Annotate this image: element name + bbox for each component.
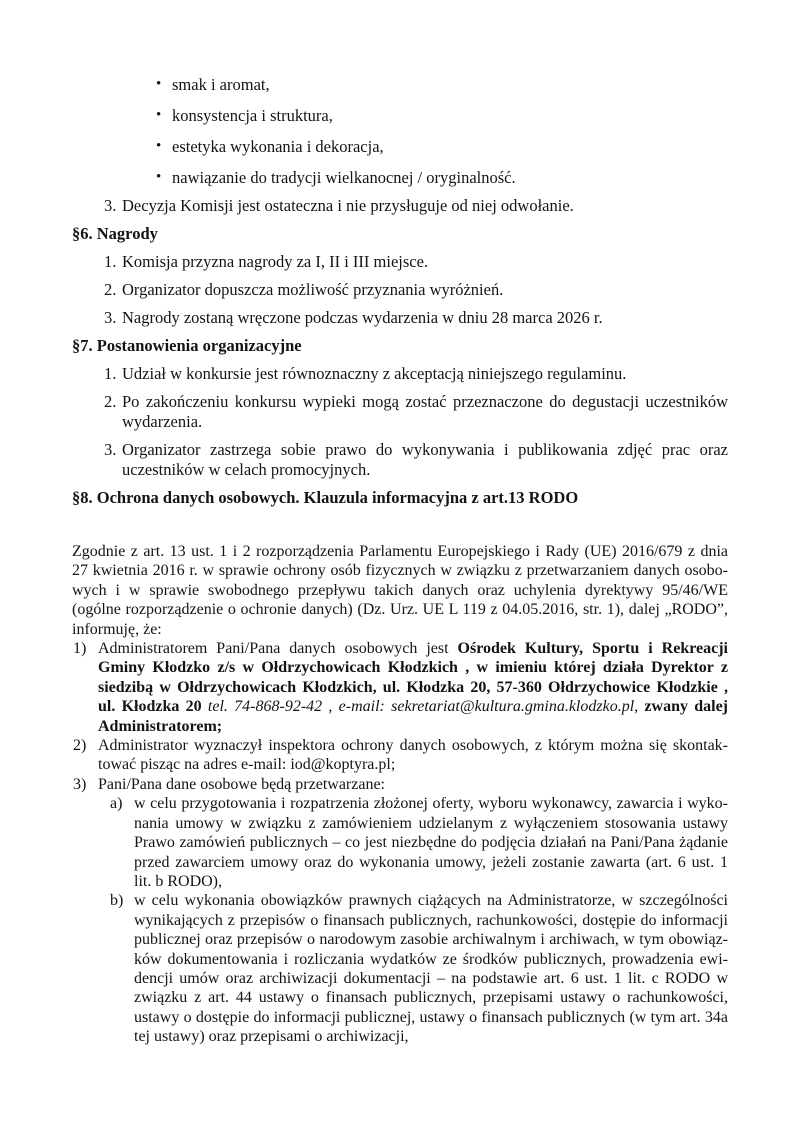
clause-line xyxy=(98,639,728,658)
text-run: siedzibą w Ołdrzychowicach Kłodzkich, ul. Kłodzka 20, 57-360 Ołdrzychowice Kłodzkie , xyxy=(98,678,728,696)
clause-line xyxy=(134,930,728,949)
numbered-item xyxy=(72,392,728,432)
text-run: Decyzja Komisji jest ostateczna i nie przysługuje od niej odwołanie. xyxy=(122,196,574,215)
text-run: Organizator zastrzega sobie prawo do wykonywania i publikowania zdjęć prac oraz xyxy=(122,440,728,459)
section-gap xyxy=(72,516,728,542)
text-run: związku z art. 44 ustawy o finansach publicznych, przepisami ustawy o rachunkowości, xyxy=(134,989,728,1007)
paragraph-line xyxy=(72,620,728,639)
bullet-text: konsystencja i struktura, xyxy=(172,106,333,125)
item-number: 1. xyxy=(104,364,117,383)
bullet-icon: • xyxy=(156,76,162,92)
numbered-item xyxy=(72,308,728,328)
text-run: Nagrody zostaną wręczone podczas wydarzenia w dniu 28 marca 2026 r. xyxy=(122,308,603,327)
clause-line xyxy=(134,872,728,891)
bullet-text: nawiązanie do tradycji wielkanocnej / oryginalność. xyxy=(172,168,516,187)
numbered-item xyxy=(72,364,728,384)
text-run: wych i w sprawie swobodnego przepływu takich danych oraz uchylenia dyrektywy 95/46/WE xyxy=(72,581,728,599)
numbered-clause xyxy=(72,639,728,736)
clause-line xyxy=(134,833,728,852)
bullet-text: estetyka wykonania i dekoracja, xyxy=(172,137,384,156)
text-run: Administratorem; xyxy=(98,717,223,735)
numbered-clause xyxy=(72,775,728,794)
clause-line xyxy=(98,755,728,774)
item-number: 2. xyxy=(104,392,117,411)
paragraph-line xyxy=(72,600,728,619)
text-run: zwany dalej xyxy=(644,698,728,716)
text-run: przed zawarciem umowy oraz do wykonania umowy, jeżeli zostanie zawarta (art. 6 ust. 1 xyxy=(134,853,728,871)
text-run: Administrator wyznaczył inspektora ochrony danych osobowych, z którym można się skontak- xyxy=(98,737,728,755)
text-run: tować pisząc na adres e-mail: iod@koptyra.pl; xyxy=(98,756,396,774)
item-line xyxy=(122,460,728,480)
item-line xyxy=(122,364,728,384)
text-run: Organizator dopuszcza możliwość przyznania wyróżnień. xyxy=(122,280,504,299)
bullet-item xyxy=(72,137,728,157)
text-run: publicznej oraz przepisów o narodowym zasobie archiwalnym i archiwach, w tym obowiąz- xyxy=(134,931,728,949)
section-heading: §6. Nagrody xyxy=(72,224,158,243)
text-run: Administratorem Pani/Pana danych osobowych jest xyxy=(98,640,458,658)
bullet-text: smak i aromat, xyxy=(172,75,270,94)
clause-line xyxy=(134,794,728,813)
item-number: 3. xyxy=(104,196,117,215)
section-heading: §8. Ochrona danych osobowych. Klauzula informacyjna z art.13 RODO xyxy=(72,488,579,507)
clause-line xyxy=(98,717,728,736)
text-run: Zgodnie z art. 13 ust. 1 i 2 rozporządzenia Parlamentu Europejskiego i Rady (UE) 2016/679 z dnia xyxy=(72,543,728,560)
clause-marker: 2) xyxy=(73,737,87,755)
clause-marker: a) xyxy=(110,795,123,813)
text-run: Gminy Kłodzko z/s w Ołdrzychowicach Kłodzkich , w imieniu której działa Dyrektor z xyxy=(98,659,728,677)
bullet-item xyxy=(72,106,728,126)
clause-line xyxy=(98,658,728,677)
clause-line xyxy=(134,1008,728,1027)
text-run: w celu wykonania obowiązków prawnych ciążących na Administratorze, w szczególności xyxy=(134,892,728,910)
text-run: ul. Kłodzka 20 xyxy=(98,698,208,716)
clause-line xyxy=(98,775,728,794)
clause-line xyxy=(134,950,728,969)
paragraph-line xyxy=(72,542,728,561)
text-run: dencji umów oraz archiwizacji dokumentacji – na podstawie art. 6 ust. 1 lit. c RODO w xyxy=(134,969,728,987)
item-line xyxy=(122,440,728,460)
item-number: 3. xyxy=(104,440,117,459)
text-run: informuję, że: xyxy=(72,620,162,638)
clause-line xyxy=(134,988,728,1007)
bullet-item xyxy=(72,75,728,95)
text-run: Pani/Pana dane osobowe będą przetwarzane: xyxy=(98,775,385,793)
text-run: Udział w konkursie jest równoznaczny z akceptacją niniejszego regulaminu. xyxy=(122,364,627,383)
item-number: 3. xyxy=(104,308,117,327)
item-number: 1. xyxy=(104,252,117,271)
numbered-item xyxy=(72,252,728,272)
item-number: 2. xyxy=(104,280,117,299)
section-heading: §7. Postanowienia organizacyjne xyxy=(72,336,302,355)
paragraph xyxy=(72,542,728,639)
clause-line xyxy=(134,969,728,988)
bullet-icon: • xyxy=(156,107,162,123)
text-run: Komisja przyzna nagrody za I, II i III miejsce. xyxy=(122,252,429,271)
text-run: nania umowy w związku z zamówieniem udzielanym z wyłączeniem stosowania ustawy xyxy=(134,814,728,832)
item-line xyxy=(122,252,728,272)
item-line xyxy=(122,280,728,300)
text-run: tel. 74-868-92-42 , e-mail: sekretariat@kultura.gmina.klodzko.pl xyxy=(207,698,635,716)
lettered-clause xyxy=(72,891,728,1046)
text-run: Ośrodek Kultury, Sportu i Rekreacji xyxy=(457,640,728,658)
text-run: (ogólne rozporządzenie o ochronie danych) (Dz. Urz. UE L 119 z 04.05.2016, str. 1), dalej „RODO”, xyxy=(72,601,728,619)
clause-line xyxy=(134,853,728,872)
paragraph-line xyxy=(72,581,728,600)
text-run: tej ustawy) oraz przepisami o archiwizacji, xyxy=(134,1028,409,1046)
text-run: uczestników w celach promocyjnych. xyxy=(122,460,371,479)
item-line xyxy=(122,412,728,432)
numbered-item xyxy=(72,440,728,480)
paragraph-line xyxy=(72,561,728,580)
text-run: wynikających z przepisów o finansach publicznych, rachunkowości, dostępie do informacji xyxy=(134,911,728,929)
clause-marker: b) xyxy=(110,892,124,910)
text-run: ków dokumentowania i rozliczania wydatków ze środków publicznych, prowadzenia ewi- xyxy=(134,950,728,968)
clause-line xyxy=(134,911,728,930)
numbered-item xyxy=(72,280,728,300)
text-run: wydarzenia. xyxy=(122,412,203,431)
text-run: Prawo zamówień publicznych – co jest niezbędne do podjęcia działań na Pani/Pana żądanie xyxy=(134,834,728,852)
clause-marker: 3) xyxy=(73,775,87,793)
item-line xyxy=(122,196,728,216)
clause-line xyxy=(134,1027,728,1046)
text-run: Po zakończeniu konkursu wypieki mogą zostać przeznaczone do degustacji uczestników xyxy=(122,392,728,411)
numbered-item xyxy=(72,196,728,216)
clause-line xyxy=(98,697,728,716)
item-line xyxy=(122,392,728,412)
clause-line xyxy=(98,736,728,755)
numbered-clause xyxy=(72,736,728,775)
lettered-clause xyxy=(72,794,728,891)
clause-marker: 1) xyxy=(73,640,87,658)
text-run: ustawy o dostępie do informacji publicznej, ustawy o finansach publicznych (w tym art. 34a xyxy=(134,1008,728,1026)
clause-line xyxy=(134,814,728,833)
clause-line xyxy=(134,891,728,910)
bullet-list xyxy=(72,75,728,188)
text-run: , xyxy=(634,698,645,716)
text-run: w celu przygotowania i rozpatrzenia złożonej oferty, wyboru wykonawcy, zawarcia i wyko- xyxy=(134,795,728,813)
item-line xyxy=(122,308,728,328)
text-run: lit. b RODO), xyxy=(134,872,222,890)
bullet-icon: • xyxy=(156,138,162,154)
bullet-item xyxy=(72,168,728,188)
text-run: 27 kwietnia 2016 r. w sprawie ochrony osób fizycznych w związku z przetwarzaniem danych osobo- xyxy=(72,562,728,580)
bullet-icon: • xyxy=(156,169,162,185)
clause-line xyxy=(98,678,728,697)
